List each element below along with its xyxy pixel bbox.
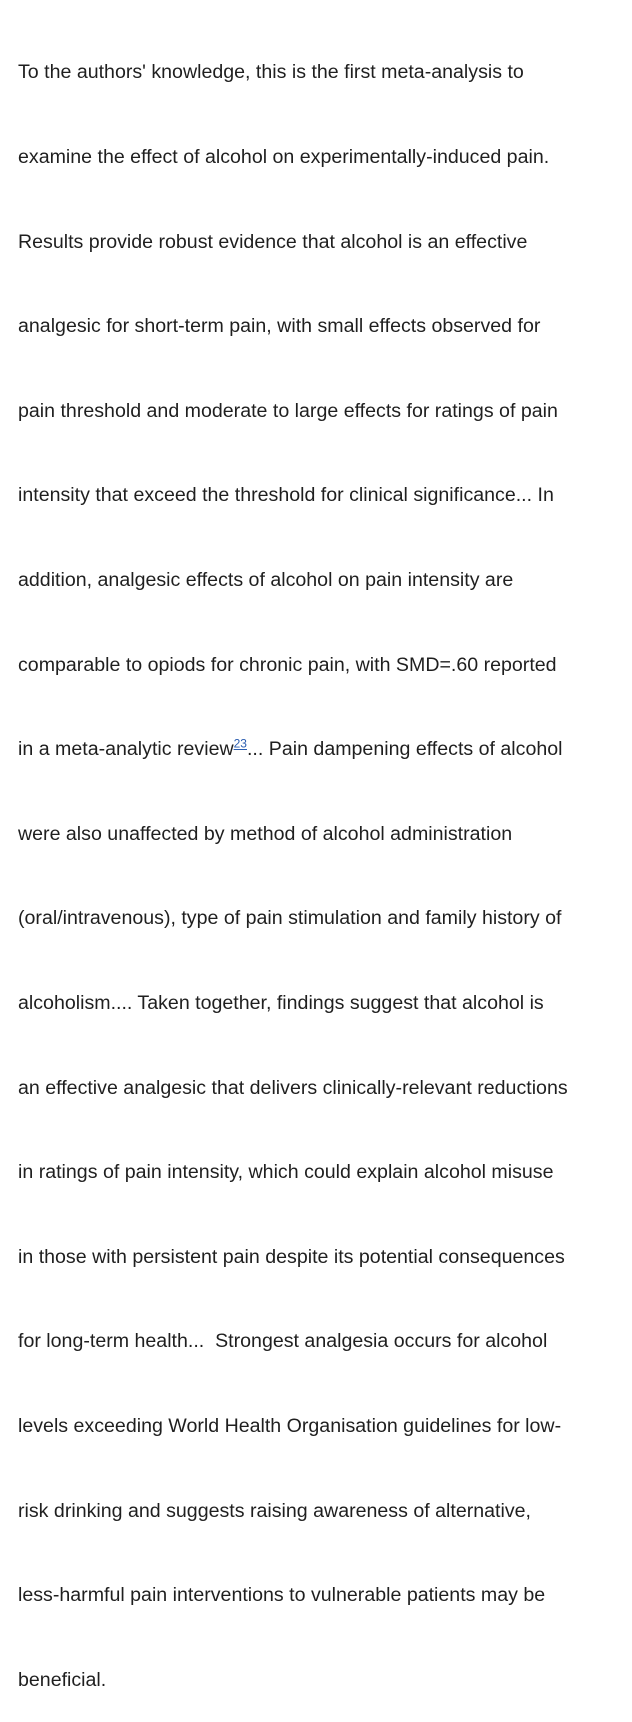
text-line: for long-term health... Strongest analgesia occurs for alcohol [18,1330,548,1353]
text-line: examine the effect of alcohol on experimentally-induced pain. [18,146,550,168]
citation-link[interactable]: 23 [233,736,247,751]
text-segment: ... Pain dampening effects of alcohol [246,738,563,761]
text-line: addition, analgesic effects of alcohol on pain intensity are [18,568,514,591]
text-line: analgesic for short-term pain, with small effects observed for [18,315,541,338]
text-line: pain threshold and moderate to large effects for ratings of pain [18,399,558,422]
text-line: (oral/intravenous), type of pain stimulation and family history of [18,907,562,930]
text-line: an effective analgesic that delivers clinically-relevant reductions [18,1076,568,1099]
text-line: To the authors' knowledge, this is the first meta-analysis to [18,61,524,84]
text-line: risk drinking and suggests raising awareness of alternative, [18,1499,531,1522]
text-line: beneficial. [18,1668,107,1691]
text-line: intensity that exceed the threshold for clinical significance... In [18,484,554,507]
text-line: less-harmful pain interventions to vulnerable patients may be [18,1584,546,1607]
text-segment: in a meta-analytic review [18,738,234,761]
text-line: comparable to opiods for chronic pain, with SMD=.60 reported [18,653,557,676]
text-line-with-citation [18,735,630,763]
text-line: levels exceeding World Health Organisation guidelines for low- [18,1414,562,1437]
text-line: Results provide robust evidence that alcohol is an effective [18,230,528,253]
quote-block [18,2,630,1722]
text-line: in ratings of pain intensity, which could explain alcohol misuse [18,1161,554,1184]
text-line: alcoholism.... Taken together, findings suggest that alcohol is [18,991,544,1014]
text-line: were also unaffected by method of alcohol administration [18,822,513,845]
text-line: in those with persistent pain despite its potential consequences [18,1245,565,1268]
